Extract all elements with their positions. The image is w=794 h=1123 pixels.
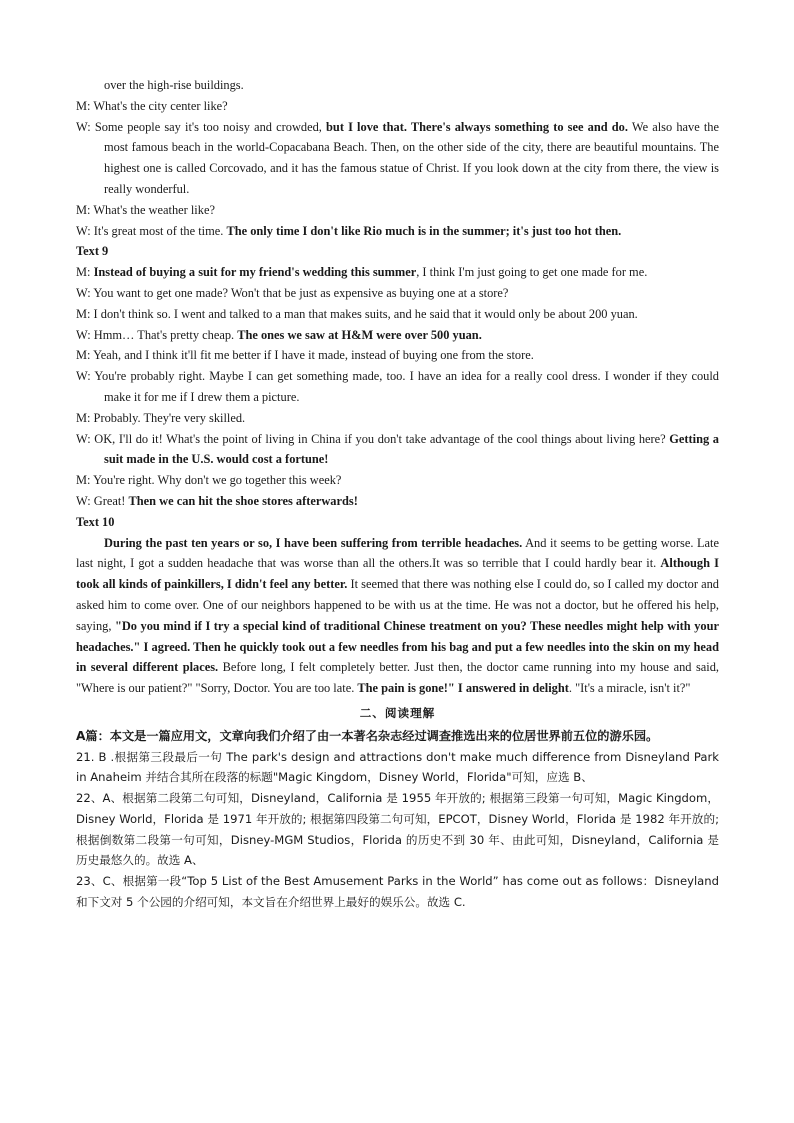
dialogue-text: We also have the most famous beach in the world-Copacabana Beach. Then, on the other side of the city, there are beautiful mountains. The highest one is called Corcovado, and it has the famous statue of Christ. If you look down at the city from there, the view is really wonderful. (104, 119, 719, 196)
key-sentence: The ones we saw at H&M were over 500 yuan. (237, 327, 482, 342)
dialogue-line (76, 345, 719, 366)
key-sentence: but I love that. There's always something to see and do. (321, 119, 628, 134)
document-body (76, 75, 719, 913)
dialogue-text: W: You want to get one made? Won't that be just as expensive as buying one at a store? (76, 285, 509, 300)
dialogue-line (76, 262, 719, 283)
dialogue-line (76, 325, 719, 346)
dialogue-line (76, 117, 719, 200)
dialogue-line (76, 408, 719, 429)
key-sentence: The pain is gone!" I answered in delight (357, 681, 569, 696)
answer-23: 23、C、根据第一段“Top 5 List of the Best Amusement Parks in the World” has come out as follows：Disneyland 和下文对 5 个公园的介绍可知，本文旨在介绍世界上最好的娱乐公。故选 C. (76, 874, 719, 910)
dialogue-text: M: I don't think so. I went and talked to a man that makes suits, and he said that it would only be about 200 yuan. (76, 306, 638, 321)
dialogue-text: M: Probably. They're very skilled. (76, 410, 246, 425)
dialogue-text: over the high-rise buildings. (104, 78, 244, 92)
key-sentence: Although I took all kinds of painkillers, I didn't feel any better. (76, 556, 719, 592)
dialogue-line (76, 200, 719, 221)
dialogue-text: W: Hmm… That's pretty cheap. (76, 327, 238, 342)
dialogue-text: M: What's the city center like? (76, 98, 228, 113)
dialogue-text: M: You're right. Why don't we go together this week? (76, 473, 342, 488)
dialogue-line (76, 491, 719, 512)
speaker: M: (76, 265, 94, 280)
dialogue-text: M: What's the weather like? (76, 202, 215, 217)
dialogue-line (76, 96, 719, 117)
dialogue-text: W: Some people say it's too noisy and crowded, (76, 119, 322, 134)
key-sentence: "Do you mind if I try a special kind of traditional Chinese treatment on you? These needles might help with your headaches." I agreed. Then he quickly took out a few needles from his bag and put a few needles into the skin on my head in several different places. (76, 618, 719, 675)
dialogue-text: W: Great! (76, 493, 129, 508)
dialogue-line (76, 429, 719, 471)
dialogue-line (76, 304, 719, 325)
passage-a-summary: A篇：本文是一篇应用文，文章向我们介绍了由一本著名杂志经过调查推选出来的位居世界前五位的游乐园。 (76, 728, 659, 743)
dialogue-text: W: You're probably right. Maybe I can get something made, too. I have an idea for a really cool dress. I wonder if they could make it for me if I drew them a picture. (76, 369, 719, 404)
dialogue-line (76, 221, 719, 242)
dialogue-text: M: Yeah, and I think it'll fit me better if I have it made, instead of buying one from the store. (76, 348, 534, 363)
dialogue-text: W: It's great most of the time. (76, 223, 227, 238)
dialogue-line (76, 366, 719, 408)
answer-22: 22、A、根据第二段第二句可知，Disneyland，California 是 1955 年开放的; 根据第三段第一句可知，Magic Kingdom，Disney World，Florida 是 1971 年开放的; 根据第四段第二句可知，EPCOT，Disney World，Florida 是 1982 年开放的; 根据倒数第二段第一句可知，Disney-MGM Studios，Florida 的历史不到 30 年、由此可知，Disneyland，California 是历史最悠久的。故选 A、 (76, 791, 719, 868)
dialogue-line (76, 75, 719, 96)
key-sentence: Instead of buying a suit for my friend's wedding this summer (93, 265, 417, 280)
passage-text: And it seems to be getting worse. Late last night, I got a sudden headache that was worse than all the others.It was so terrible that I could hardly bear it. (76, 535, 720, 571)
key-sentence: Getting a suit made in the U.S. would cost a fortune! (104, 431, 719, 467)
key-sentence: The only time I don't like Rio much is in the summer; it's just too hot then. (226, 223, 622, 238)
passage-text: It seemed that there was nothing else I could do, so I called my doctor and asked him to come over. One of our neighbors happened to be with us at the time. He was not a doctor, but he offered his help, saying, (76, 577, 719, 633)
section-heading-text-9: Text 9 (76, 244, 109, 259)
dialogue-text: , I think I'm just going to get one made for me. (416, 265, 648, 280)
key-sentence: Then we can hit the shoe stores afterwards! (128, 493, 358, 508)
section-title-reading: 二、阅读理解 (359, 705, 436, 720)
passage-text: . "It's a miracle, isn't it?" (568, 681, 691, 696)
passage-text: Before long, I felt completely better. Just then, the doctor came running into my house and said, "Where is our patient?" "Sorry, Doctor. You are too late. (76, 660, 720, 696)
dialogue-text: W: OK, I'll do it! What's the point of living in China if you don't take advantage of the cool things about living here? (76, 431, 670, 446)
key-sentence: During the past ten years or so, I have been suffering from terrible headaches. (104, 535, 523, 550)
section-heading-text-10: Text 10 (76, 514, 115, 529)
answer-21: 21. B .根据第三段最后一句 The park's design and attractions don't make much difference from Disneyland Park in Anaheim 并结合其所在段落的标题"Magic Kingdom，Disney World，Florida"可知，应选 B、 (76, 749, 719, 785)
passage-paragraph (76, 533, 719, 699)
dialogue-line (76, 470, 719, 491)
dialogue-line (76, 283, 719, 304)
